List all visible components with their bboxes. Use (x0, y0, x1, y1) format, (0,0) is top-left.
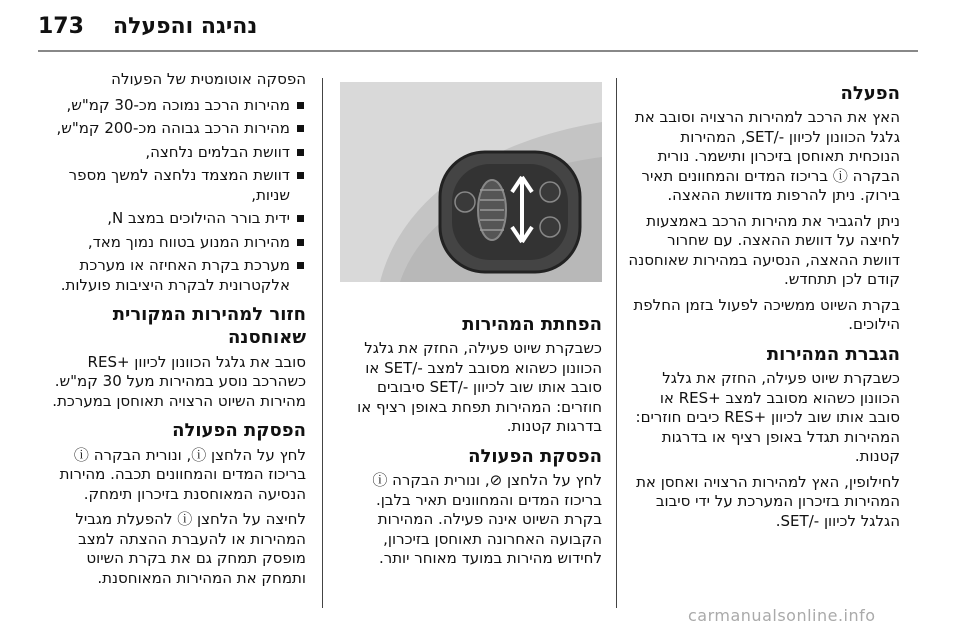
heading-increase-speed: הגברת המהירות (766, 343, 900, 365)
paragraph: לחץ על הלחצן ⊘, ונורית הבקרה ⓘ בריכוז המדים והמחוונים תאיר בלבן. בקרת השיוט אינה פעילה. המהירות הקבועה האחרונה תאוחסן בזיכרון, לחידוש מהירות במועד מאוחר יותר. (372, 471, 602, 568)
column-divider (616, 78, 617, 608)
paragraph: כשבקרת שיוט פעילה, החזק את גלגל הכוונון כשהוא מסובב למצב +RES או סובב אותו שוב לכיוון +RES כיבים חוזרים: המהירות תגדל באופן רציף או בדרגות קטנות. (635, 369, 900, 466)
paragraph: לחץ על הלחצן ⓘ, ונורית הבקרה ⓘ בריכוז המדים והמחוונים תכבה. מהירות הנסיעה המאוחסנת בזיכרון תימחק. (59, 445, 306, 503)
paragraph: כשבקרת שיוט פעילה, החזק את גלגל הכוונון כשהוא מסובב למצב -/SET או סובב אותו שוב לכיוון -/SET סיבובים חוזרים: המהירות תפחת באופן רציף או בדרגות קטנות. (357, 339, 602, 436)
footer-watermark-url: carmanualsonline.info (688, 606, 876, 625)
list-item: דוושת הבלמים נלחצה, (38, 143, 306, 163)
column-divider (322, 78, 323, 608)
steering-wheel-controls-figure (340, 82, 602, 282)
middle-column (340, 305, 602, 575)
paragraph: סובב את גלגל הכוונון לכיוון +RES כשהרכב נוסע במהירות מעל 30 קמ"ש. מהירות השיוט הרצויה תאוחסן במערכת. (52, 352, 306, 410)
paragraph: ניתן להגביר את מהירות הרכב באמצעות לחיצה על דוושת ההאצה. עם שחרור דוושת ההאצה, הנסיעה במהירות שאוחסנה קודם לכן תתחדש. (628, 211, 900, 289)
page-number: 173 (38, 14, 84, 39)
paragraph: לחיצה על הלחצן ⓘ להפעלת מגביל המהירות או להעברת ההצתה למצב מופסק תמחק גם את בקרת השיוט ותמחק את המהירות המאוחסנת. (75, 510, 306, 587)
heading-stop: הפסקת הפעולה (172, 420, 306, 442)
paragraph: לחילופין, האץ למהירות הרצויה ואחסן את המהירות בזיכרון המערכת על ידי סיבוב הגלגל לכיוון -/SET. (636, 472, 900, 530)
page-header (0, 0, 960, 58)
header-rule (38, 50, 918, 52)
list-item: מהירות המנוע בטווח נמוך מאד, (38, 233, 306, 253)
bullet-list (38, 96, 306, 296)
left-column (38, 70, 306, 594)
list-item: ידית בורר ההילוכים במצב N, (38, 209, 306, 229)
steering-wheel-illustration (340, 82, 602, 282)
paragraph: בקרת השיוט ממשיכה לפעול בזמן החלפת הילוכים. (633, 295, 900, 334)
heading-activation: הפעלה (840, 83, 900, 104)
list-item: מהירות הרכב נמוכה מכ-30 קמ"ש, (38, 96, 306, 116)
heading-decrease-speed: הפחתת המהירות (462, 314, 602, 335)
list-item: מערכת בקרת האחיזה או מערכת אלקטרונית לבקרת היציבות פועלות. (38, 256, 306, 295)
list-item: מהירות הרכב גבוהה מכ-200 קמ"ש, (38, 119, 306, 139)
heading-deactivation: הפסקת הפעולה (468, 445, 602, 467)
chapter-title: נהיגה והפעלה (113, 14, 258, 39)
heading-resume-speed: חזור למהירות המקורית שאוחסנה (112, 304, 306, 349)
paragraph-intro: הפסקה אוטומטית של הפעולה (111, 70, 306, 88)
paragraph: האץ את הרכב למהירות הרצויה וסובב את גלגל הכוונון לכיוון -/SET, המהירות הנוכחית תאוחסן בזיכרון ותישמר. נורית הבקרה ⓘ בריכוז המדים והמחוונים תאיר בירוק. ניתן להרפות מדוושת ההאצה. (634, 108, 900, 205)
list-item: דוושת המצמד נלחצה למשך מספר שניות, (38, 166, 306, 205)
right-column (628, 74, 900, 537)
